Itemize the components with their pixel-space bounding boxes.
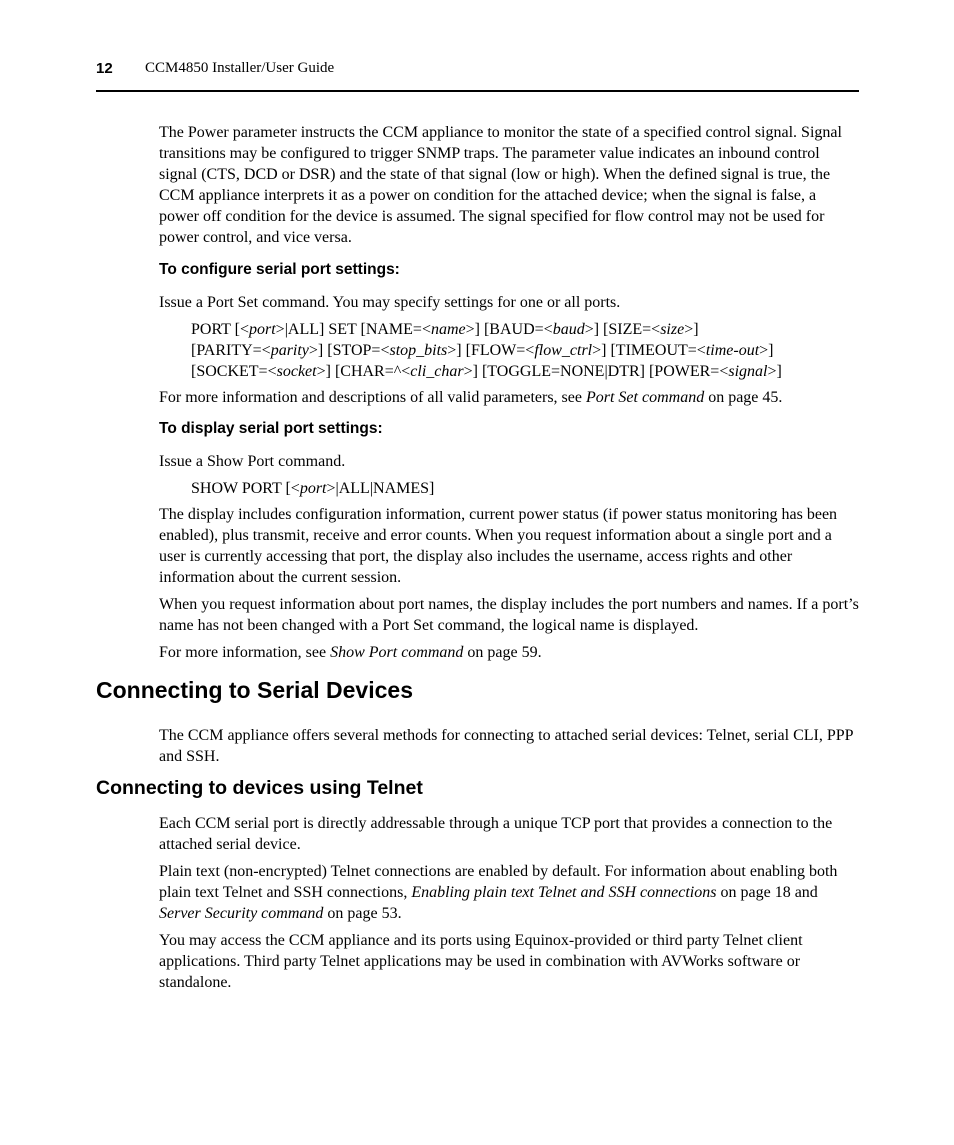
port-set-syntax-line-3: [SOCKET=<socket>] [CHAR=^<cli_char>] [TOGGLE=NONE|DTR] [POWER=<signal>] xyxy=(191,363,782,380)
port-set-syntax-line-1: PORT [<port>|ALL] SET [NAME=<name>] [BAUD=<baud>] [SIZE=<size>] xyxy=(191,321,699,338)
port-set-syntax xyxy=(191,319,859,382)
section-heading: Connecting to Serial Devices xyxy=(96,677,413,703)
telnet-paragraph-2: Plain text (non-encrypted) Telnet connections are enabled by default. For information about enabling both plain text Telnet and SSH connections, Enabling plain text Telnet and SSH connections on page 18 and Server Security command on page 53. xyxy=(159,863,838,922)
telnet-paragraph-1: Each CCM serial port is directly addressable through a unique TCP port that provides a connection to the attached serial device. xyxy=(159,815,833,853)
document-title: CCM4850 Installer/User Guide xyxy=(145,60,335,76)
power-parameter-paragraph: The Power parameter instructs the CCM appliance to monitor the state of a specified control signal. Signal transitions may be configured to trigger SNMP traps. The parameter value indicates an inbound control signal (CTS, DCD or DSR) and the state of that signal (low or high). When the defined signal is true, the CCM appliance interprets it as a power on condition for the attached device; when the signal is false, a power off condition for the device is assumed. The signal specified for flow control may not be used for power control, and vice versa. xyxy=(159,124,842,246)
enabling-plain-text-telnet-reference[interactable]: Enabling plain text Telnet and SSH connections xyxy=(411,884,717,901)
display-description-paragraph: The display includes configuration information, current power status (if power status monitoring has been enabled), plus transmit, receive and error counts. When you request information about a single port and a user is currently accessing that port, the display also includes the username, access rights and other information about the current session. xyxy=(159,506,838,586)
configure-more-info: For more information and descriptions of all valid parameters, see Port Set command on page 45. xyxy=(159,389,783,406)
show-port-command-reference[interactable]: Show Port command xyxy=(330,644,464,661)
display-intro: Issue a Show Port command. xyxy=(159,453,346,470)
server-security-command-reference[interactable]: Server Security command xyxy=(159,905,324,922)
display-more-info: For more information, see Show Port command on page 59. xyxy=(159,644,542,661)
port-names-paragraph: When you request information about port names, the display includes the port numbers and names. If a port’s name has not been changed with a Port Set command, the logical name is displayed. xyxy=(159,596,859,634)
page-number: 12 xyxy=(96,60,113,77)
display-procedure-heading: To display serial port settings: xyxy=(159,420,383,437)
page-header xyxy=(96,58,859,92)
configure-intro: Issue a Port Set command. You may specify settings for one or all ports. xyxy=(159,294,621,311)
telnet-subsection-heading: Connecting to devices using Telnet xyxy=(96,777,423,799)
show-port-syntax: SHOW PORT [<port>|ALL|NAMES] xyxy=(191,480,435,497)
configure-procedure-heading: To configure serial port settings: xyxy=(159,261,400,278)
section-intro: The CCM appliance offers several methods for connecting to attached serial devices: Telnet, serial CLI, PPP and SSH. xyxy=(159,727,853,765)
port-set-command-reference[interactable]: Port Set command xyxy=(585,389,705,406)
port-set-syntax-line-2: [PARITY=<parity>] [STOP=<stop_bits>] [FLOW=<flow_ctrl>] [TIMEOUT=<time-out>] xyxy=(191,342,774,359)
telnet-paragraph-3: You may access the CCM appliance and its ports using Equinox-provided or third party Telnet client applications. Third party Telnet applications may be used in combination with AVWorks software or standalone. xyxy=(159,932,803,991)
